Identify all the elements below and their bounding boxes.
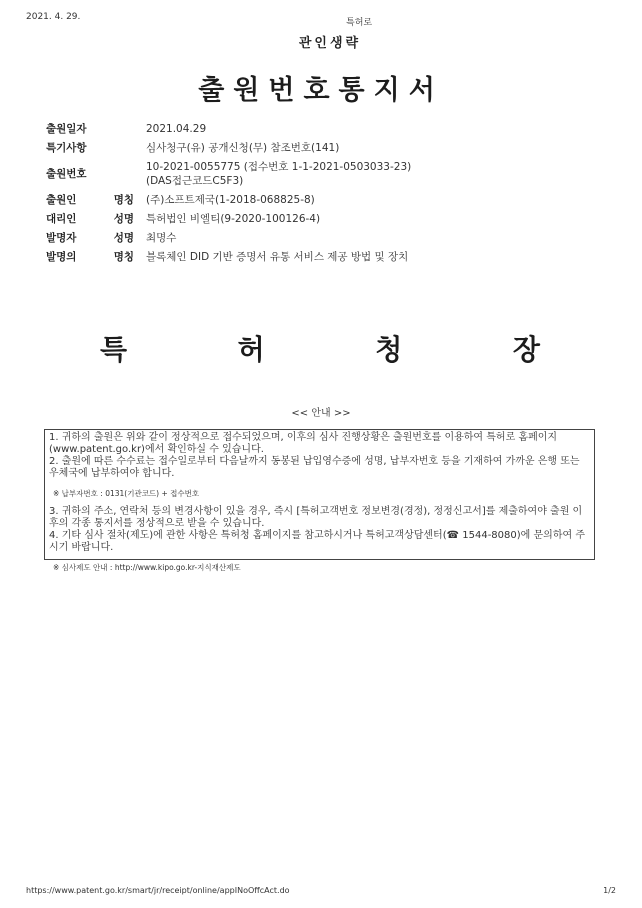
- page-number: 1/2: [603, 886, 616, 895]
- field-value: 최명수: [146, 232, 177, 244]
- application-number: 10-2021-0055775 (접수번호 1-1-2021-0503033-23): [146, 161, 412, 173]
- guide-heading: << 안내 >>: [291, 408, 351, 419]
- notice-item: 3. 귀하의 주소, 연락처 등의 변경사항이 있을 경우, 즉시 [특허고객번호 정보변경(경정), 정정신고서]를 제출하여야 출원 이후의 각종 통지서를 정상적으로 받을 수 있습니다.: [49, 506, 583, 529]
- field-row-inventor: [46, 231, 606, 245]
- field-value: 특허법인 비엘티(9-2020-100126-4): [146, 213, 321, 225]
- issuer-signature: [60, 328, 580, 368]
- field-label: 특기사항: [46, 142, 87, 154]
- field-value: 2021.04.29: [146, 123, 207, 135]
- notice-item: 1. 귀하의 출원은 위와 같이 정상적으로 접수되었으며, 이후의 심사 진행상황은 출원번호를 이용하여 특허로 홈페이지(www.patent.go.kr)에서 확인하실 수 있습니다.: [49, 432, 558, 455]
- field-row-invention-title: [46, 250, 606, 264]
- site-name: 특허로: [346, 18, 373, 28]
- issuer-char: 특: [100, 333, 128, 366]
- issuer-char: 청: [375, 333, 403, 366]
- field-value: 블록체인 DID 기반 증명서 유통 서비스 제공 방법 및 장치: [146, 251, 409, 263]
- field-label: 출원번호: [46, 168, 87, 180]
- field-label: 발명자 성명: [46, 232, 134, 244]
- field-value: 심사청구(유) 공개신청(무) 참조번호(141): [146, 142, 340, 154]
- seal-omitted-label: 관인생략: [298, 36, 362, 51]
- field-row-application-number: [46, 160, 606, 188]
- field-label: 출원인 명칭: [46, 194, 134, 206]
- field-label: 발명의 명칭: [46, 251, 134, 263]
- field-label: 대리인 성명: [46, 213, 134, 225]
- notice-note: ※ 납부자번호 : 0131(기관코드) + 접수번호: [53, 488, 200, 498]
- footer-url: https://www.patent.go.kr/smart/jr/receipt/online/appINoOffcAct.do: [26, 886, 290, 895]
- print-date: 2021. 4. 29.: [26, 12, 81, 22]
- issuer-char: 허: [237, 333, 265, 366]
- application-info: [46, 122, 606, 269]
- field-row-agent: [46, 212, 606, 226]
- field-value: [146, 160, 606, 188]
- issuer-char: 장: [512, 333, 540, 366]
- field-value: (주)소프트제국(1-2018-068825-8): [146, 194, 315, 206]
- notice-item: 2. 출원에 따른 수수료는 접수일로부터 다음날까지 동봉된 납입영수증에 성명, 납부자번호 등을 기재하여 가까운 은행 또는 우체국에 납부하여야 합니다.: [49, 456, 580, 479]
- field-row-applicant: [46, 193, 606, 207]
- notice-note: ※ 심사제도 안내 : http://www.kipo.go.kr-지식재산제도: [53, 562, 241, 572]
- field-row-special-notes: [46, 141, 606, 155]
- document-title: 출원번호통지서: [198, 75, 444, 106]
- notice-box: [44, 429, 595, 572]
- field-row-application-date: [46, 122, 606, 136]
- field-label: 출원일자: [46, 123, 87, 135]
- notice-item: 4. 기타 심사 절차(제도)에 관한 사항은 특허청 홈페이지를 참고하시거나 특허고객상담센터(☎ 1544-8080)에 문의하여 주시기 바랍니다.: [49, 530, 585, 553]
- das-access-code: (DAS접근코드C5F3): [146, 175, 244, 187]
